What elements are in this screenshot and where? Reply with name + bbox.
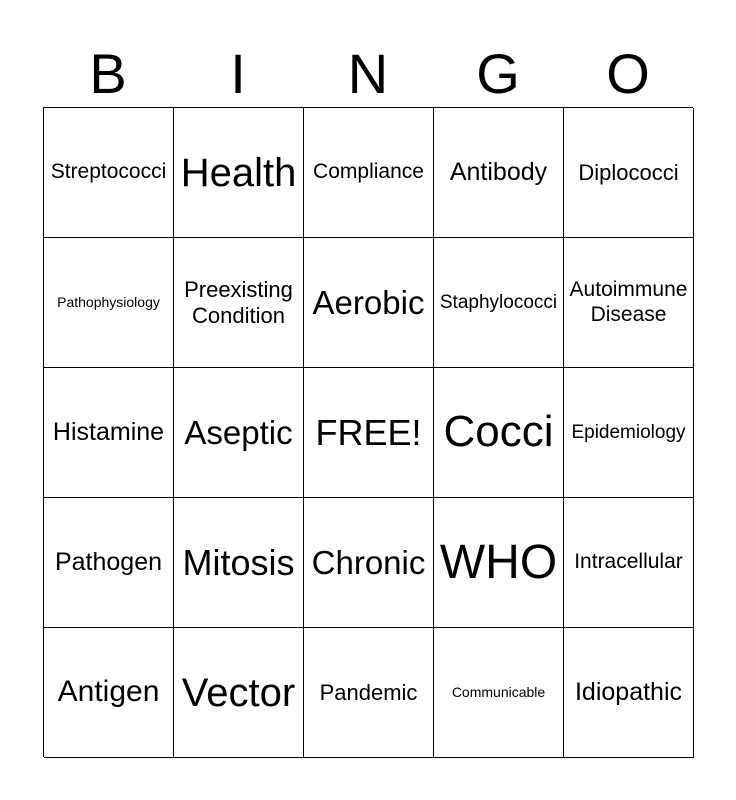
bingo-cell[interactable]: Vector — [174, 628, 304, 758]
bingo-cell[interactable]: Epidemiology — [564, 368, 694, 498]
bingo-cell[interactable]: Communicable — [434, 628, 564, 758]
header-letter-o: O — [606, 42, 650, 105]
bingo-cell[interactable]: Chronic — [304, 498, 434, 628]
header-letter-b: B — [89, 42, 127, 105]
bingo-cell[interactable]: Pathogen — [44, 498, 174, 628]
bingo-cell[interactable]: Compliance — [304, 108, 434, 238]
bingo-cell[interactable]: Autoimmune Disease — [564, 238, 694, 368]
header-letter-g: G — [476, 42, 520, 105]
bingo-cell[interactable]: Histamine — [44, 368, 174, 498]
bingo-cell[interactable]: Diplococci — [564, 108, 694, 238]
bingo-cell[interactable]: Pathophysiology — [44, 238, 174, 368]
bingo-cell[interactable]: Antibody — [434, 108, 564, 238]
bingo-cell[interactable]: Staphylococci — [434, 238, 564, 368]
bingo-cell[interactable]: Pandemic — [304, 628, 434, 758]
bingo-cell[interactable]: Intracellular — [564, 498, 694, 628]
header-letter-i: I — [230, 42, 246, 105]
bingo-cell[interactable]: Health — [174, 108, 304, 238]
bingo-cell[interactable]: Mitosis — [174, 498, 304, 628]
bingo-grid — [43, 107, 693, 757]
bingo-cell[interactable]: Aerobic — [304, 238, 434, 368]
bingo-cell[interactable]: Aseptic — [174, 368, 304, 498]
bingo-cell[interactable]: Idiopathic — [564, 628, 694, 758]
bingo-cell[interactable]: WHO — [434, 498, 564, 628]
bingo-cell[interactable]: Cocci — [434, 368, 564, 498]
bingo-header — [43, 40, 693, 108]
bingo-cell[interactable]: Antigen — [44, 628, 174, 758]
bingo-cell[interactable]: Preexisting Condition — [174, 238, 304, 368]
header-letter-n: N — [347, 42, 389, 105]
bingo-cell free-space[interactable]: FREE! — [304, 368, 434, 498]
bingo-cell[interactable]: Streptococci — [44, 108, 174, 238]
